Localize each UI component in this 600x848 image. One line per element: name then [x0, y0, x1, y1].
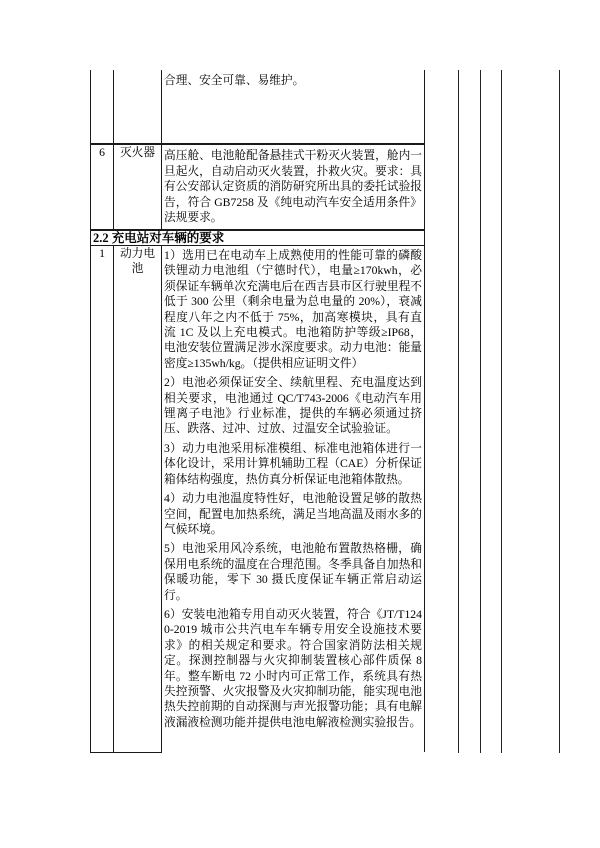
spec-paragraph: 1）选用已在电动车上成熟使用的性能可靠的磷酸铁锂动力电池组（宁德时代），电量≥170kwh，必须保证车辆单次充满电后在西吉县市区行驶里程不低于 300 公里（剩余电量为总电量的 20%），衰减程度八年之内不低于 75%，加高寒模块，具有直流 1C 及以上充电模式。电池箱防护等级≥IP68，电池安装位置满足涉水深度要求。动力电池：能量密度≥135wh/kg。（提供相应证明文件） — [164, 249, 422, 370]
empty-column-divider — [501, 70, 502, 753]
spec-paragraph: 3）动力电池采用标准模组、标准电池箱体进行一体化设计，采用计算机辅助工程（CAE）分析保证箱体结构强度，热仿真分析保证电池箱体散热。 — [164, 441, 422, 486]
empty-column-divider — [559, 70, 560, 753]
continuation-row — [91, 70, 425, 144]
spec-paragraph: 2）电池必须保证安全、续航里程、充电温度达到相关要求，电池通过 QC/T743-2006《电动汽车用锂离子电池》行业标准，提供的车辆必须通过挤压、跌落、过冲、过放、过温安全试验验证。 — [164, 376, 422, 436]
battery-spec-text — [164, 246, 422, 752]
row-number: 1 — [91, 246, 114, 753]
row-number-cell — [91, 70, 114, 144]
empty-column-divider — [458, 70, 459, 753]
spec-paragraph: 6）安装电池箱专用自动灭火装置，符合《JT/T1240-2019 城市公共汽电车车辆专用安全设施技术要求》的相关规定和要求。符合国家消防法相关规定。探测控制器与火灾抑制装置核心部件质保 8 年。整车断电 72 小时内可正常工作，系统具有热失控预警、火灾报警及火灾抑制功能，能实现电池热失控前期的自动探测与声光报警功能；具有电解液漏液检测功能并提供电池电解液检测实验报告。 — [164, 607, 422, 729]
item-description: 高压舱、电池舱配备悬挂式干粉灭火装置，舱内一旦起火，自动启动灭火装置，扑救火灾。要求：具有公安部认定资质的消防研究所出具的委托试验报告，符合 GB7258 及《纯电动汽车安全适用条件》法规要求。 — [162, 144, 425, 230]
section-header-row — [91, 230, 425, 246]
battery-row — [91, 246, 425, 753]
row-number: 6 — [91, 144, 114, 230]
requirements-table — [90, 70, 425, 753]
extinguisher-row — [91, 144, 425, 230]
item-name: 灭火器 — [114, 144, 162, 230]
item-description — [162, 246, 425, 753]
empty-column-divider — [480, 70, 481, 753]
section-header: 2.2 充电站对车辆的要求 — [91, 230, 425, 246]
item-name-cell — [114, 70, 162, 144]
continuation-text: 合理、安全可靠、易维护。 — [164, 74, 305, 87]
item-name: 动力电池 — [114, 246, 162, 753]
item-description-cell — [162, 70, 425, 144]
spec-paragraph: 5）电池采用风冷系统，电池舱布置散热格栅，确保用电系统的温度在合理范围。冬季具备自加热和保暖功能，零下 30 摄氏度保证车辆正常启动运行。 — [164, 542, 422, 602]
spec-paragraph: 4）动力电池温度特性好，电池舱设置足够的散热空间，配置电加热系统，满足当地高温及雨水多的气候环境。 — [164, 492, 422, 536]
